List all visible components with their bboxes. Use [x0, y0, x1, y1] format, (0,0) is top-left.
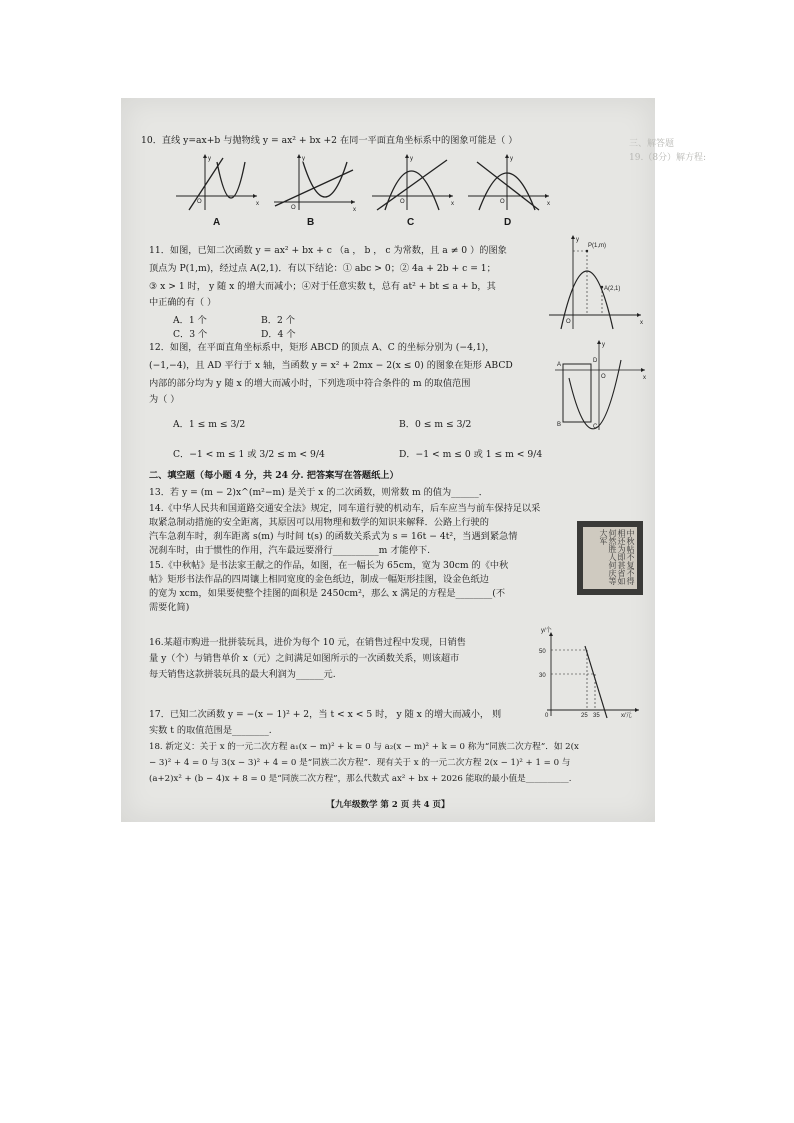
q10c-y: y [410, 156, 413, 162]
q11-option-a[interactable]: A．1 个 [173, 315, 207, 326]
q10b-y: y [302, 156, 305, 162]
q10a-x: x [256, 201, 259, 207]
q15-line2: 帖》矩形书法作品的四周镶上相同宽度的金色纸边，制成一幅矩形挂图，设金色纸边 [149, 574, 489, 585]
q12-fig-b: B [557, 422, 562, 428]
q10b-origin: O [291, 205, 296, 211]
q10-option-d[interactable]: D [504, 217, 512, 228]
q11-line1: 11．如图，已知二次函数 y = ax² + bx + c （a ， b ， c 为常数，且 a ≠ 0 ）的图象 [149, 245, 507, 256]
q16-tick-25: 25 [581, 713, 588, 719]
q16-line2: 量 y（个）与销售单价 x（元）之间满足如图所示的一次函数关系，则该超市 [149, 653, 460, 664]
q10b-x: x [353, 207, 356, 213]
q16-axis-x: x/元 [621, 713, 632, 719]
q10-option-a[interactable]: A [213, 217, 221, 228]
q18-line1: 18. 新定义：关于 x 的一元二次方程 a₁(x − m)² + k = 0 与 a₂(x − m)² + k = 0 称为“同族二次方程”．如 2(x [149, 742, 579, 752]
q14-line3: 汽车急刹车时，刹车距离 s(m) 与时间 t(s) 的函数关系式为 s = 16t − 4t²，当遇到紧急情 [149, 531, 518, 542]
q11-option-b[interactable]: B．2 个 [261, 315, 295, 326]
q11-fig-x: x [640, 320, 643, 326]
q10-option-b[interactable]: B [307, 217, 315, 228]
q10-graph-d [463, 152, 553, 212]
q11-line2: 顶点为 P(1,m)，经过点 A(2,1)．有以下结论：① abc > 0；② 4a + 2b + c = 1； [149, 263, 496, 274]
q16-figure [533, 628, 645, 718]
q17-line2: 实数 t 的取值范围是________. [149, 725, 272, 736]
page-footer: 【九年级数学 第 2 页 共 4 页】 [326, 800, 450, 810]
q12-line1: 12．如图，在平面直角坐标系中，矩形 ABCD 的顶点 A、C 的坐标分别为 (−4,1)， [149, 342, 495, 353]
q16-line1: 16.某超市购进一批拼装玩具，进价为每个 10 元，在销售过程中发现，日销售 [149, 637, 466, 648]
q15-line1: 15.《中秋帖》是书法家王献之的作品，如图，在一幅长为 65cm，宽为 30cm 的《中秋 [149, 560, 509, 571]
q14-line1: 14.《中华人民共和国道路交通安全法》规定，同车道行驶的机动车，后车应当与前车保持足以采 [149, 503, 541, 514]
exam-page [121, 98, 707, 822]
q12-fig-x: x [643, 375, 646, 381]
q13-text: 13．若 y = (m − 2)x^(m²−m) 是关于 x 的二次函数，则常数 m 的值为______． [149, 487, 488, 498]
calligraphy-text: 中秋帖不复不得相还为即甚省如何然胜人何庆等大军 [583, 527, 637, 589]
calligraphy-image [577, 521, 643, 595]
bleed-text-1: 三、解答题 [629, 139, 675, 149]
q11-fig-a: A(2,1) [604, 286, 621, 292]
q10d-x: x [547, 201, 550, 207]
q10c-origin: O [400, 199, 405, 205]
q14-line4: 况刹车时，由于惯性的作用，汽车最远要滑行__________m 才能停下. [149, 545, 430, 556]
q15-line4: 需要化简) [149, 602, 190, 613]
q16-tick-50: 50 [539, 649, 546, 655]
q10-graph-b [269, 152, 359, 212]
q12-figure [551, 338, 647, 433]
q10d-y: y [510, 156, 513, 162]
q12-line2: (−1,−4)，且 AD 平行于 x 轴，当函数 y = x² + 2mx − 2(x ≤ 0) 的图象在矩形 ABCD [149, 360, 513, 371]
q18-line3: (a+2)x² + (b − 4)x + 8 = 0 是“同族二次方程”，那么代数式 ax² + bx + 2026 能取的最小值是__________. [149, 774, 572, 784]
q12-fig-o: O [601, 374, 606, 380]
q16-tick-30: 30 [539, 673, 546, 679]
bleed-text-2: 19.（8分）解方程: [629, 153, 707, 163]
q10-graph-a [171, 152, 261, 212]
q10a-origin: O [197, 199, 202, 205]
q12-line4: 为（ ） [149, 394, 180, 405]
q11-option-c[interactable]: C．3 个 [173, 329, 208, 340]
q14-line2: 取紧急制动措施的安全距离，其原因可以用物理和数学的知识来解释．公路上行驶的 [149, 517, 489, 528]
q10d-origin: O [500, 199, 505, 205]
q12-option-a[interactable]: A．1 ≤ m ≤ 3/2 [173, 419, 246, 430]
q16-line3: 每天销售这款拼装玩具的最大利润为______元. [149, 669, 336, 680]
section-2-heading: 二、填空题（每小题 4 分，共 24 分. 把答案写在答题纸上） [149, 470, 399, 481]
q11-figure [541, 233, 646, 331]
q12-option-d[interactable]: D．−1 < m ≤ 0 或 1 ≤ m < 9/4 [399, 449, 543, 460]
q12-fig-a: A [557, 362, 562, 368]
q17-line1: 17．已知二次函数 y = −(x − 1)² + 2，当 t < x < 5 时， y 随 x 的增大而减小， 则 [149, 709, 502, 720]
q11-line3: ③ x > 1 时， y 随 x 的增大而减小；④对于任意实数 t，总有 at² + bt ≤ a + b，其 [149, 281, 496, 292]
q12-fig-y: y [602, 342, 605, 348]
q12-fig-c: C [593, 424, 598, 430]
q16-axis-y: y/个 [541, 628, 552, 634]
q11-fig-o: O [566, 319, 571, 325]
q11-option-d[interactable]: D．4 个 [261, 329, 296, 340]
q16-origin: 0 [545, 713, 549, 719]
q16-tick-35: 35 [593, 713, 600, 719]
q11-line4: 中正确的有（ ） [149, 297, 217, 308]
q12-line3: 内部的部分均为 y 随 x 的增大而减小时，下列选项中符合条件的 m 的取值范围 [149, 378, 471, 389]
q10a-y: y [208, 156, 211, 162]
q11-fig-p: P(1,m) [588, 243, 606, 249]
q18-line2: − 3)² + 4 = 0 与 3(x − 3)² + 4 = 0 是“同族二次方程”．现有关于 x 的一元二次方程 2(x − 1)² + 1 = 0 与 [149, 758, 571, 768]
q10-graph-c [367, 152, 457, 212]
q12-option-b[interactable]: B．0 ≤ m ≤ 3/2 [399, 419, 472, 430]
q15-line3: 的宽为 xcm，如果要使整个挂图的面积是 2450cm²，那么 x 满足的方程是________(不 [149, 588, 506, 599]
q12-fig-d: D [593, 358, 598, 364]
q11-fig-y: y [576, 237, 579, 243]
q10-option-c[interactable]: C [407, 217, 415, 228]
q12-option-c[interactable]: C．−1 < m ≤ 1 或 3/2 ≤ m < 9/4 [173, 449, 325, 460]
q10-text: 10．直线 y=ax+b 与抛物线 y = ax² + bx +2 在同一平面直角坐标系中的图象可能是（ ） [141, 135, 518, 146]
q10c-x: x [451, 201, 454, 207]
